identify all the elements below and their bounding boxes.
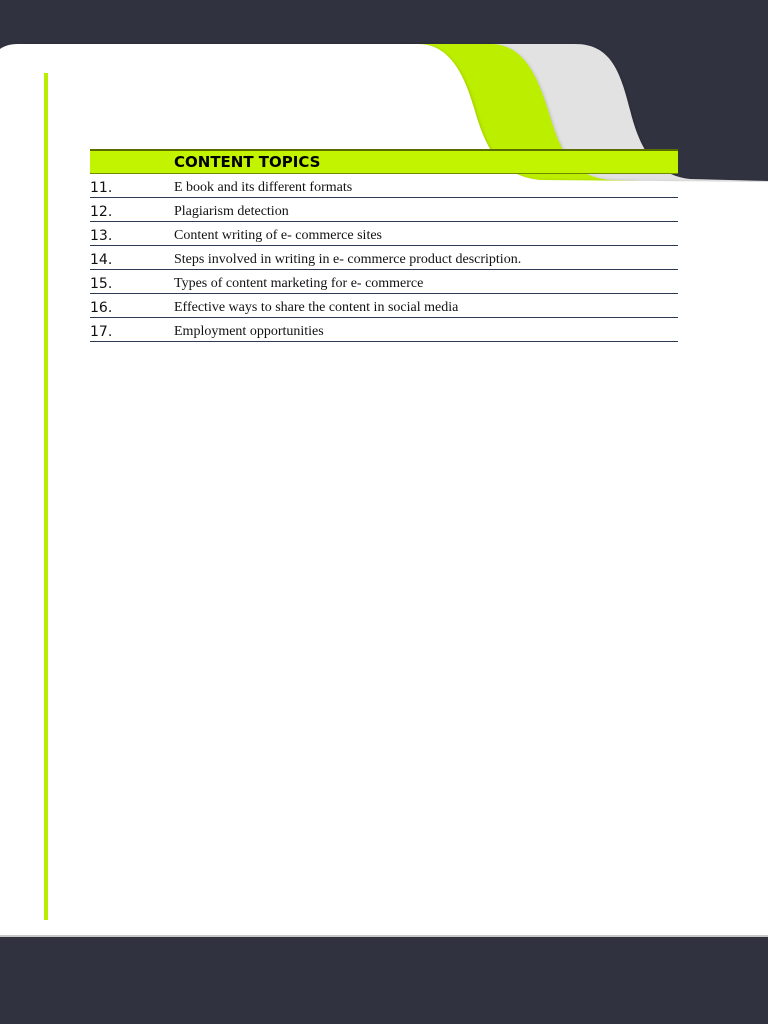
topic-title: Effective ways to share the content in social media — [174, 294, 678, 318]
header-title-cell: CONTENT TOPICS — [174, 150, 678, 174]
topic-title: E book and its different formats — [174, 174, 678, 198]
topic-number: 17. — [90, 318, 174, 342]
table-row — [90, 198, 678, 222]
table-row — [90, 270, 678, 294]
table-header-row — [90, 150, 678, 174]
topic-title: Plagiarism detection — [174, 198, 678, 222]
topic-number: 11. — [90, 174, 174, 198]
topic-number: 16. — [90, 294, 174, 318]
topic-number: 12. — [90, 198, 174, 222]
topic-title: Types of content marketing for e- commerce — [174, 270, 678, 294]
table-row — [90, 318, 678, 342]
topic-title: Employment opportunities — [174, 318, 678, 342]
footer-dark-band — [0, 935, 768, 1024]
header-number-cell — [90, 150, 174, 174]
topic-title: Steps involved in writing in e- commerce product description. — [174, 246, 678, 270]
table-row — [90, 174, 678, 198]
table-row — [90, 222, 678, 246]
topic-number: 15. — [90, 270, 174, 294]
topic-title: Content writing of e- commerce sites — [174, 222, 678, 246]
topic-number: 13. — [90, 222, 174, 246]
topic-number: 14. — [90, 246, 174, 270]
table-row — [90, 294, 678, 318]
table-row — [90, 246, 678, 270]
left-accent-rule — [44, 73, 48, 920]
content-topics-table — [90, 149, 678, 342]
